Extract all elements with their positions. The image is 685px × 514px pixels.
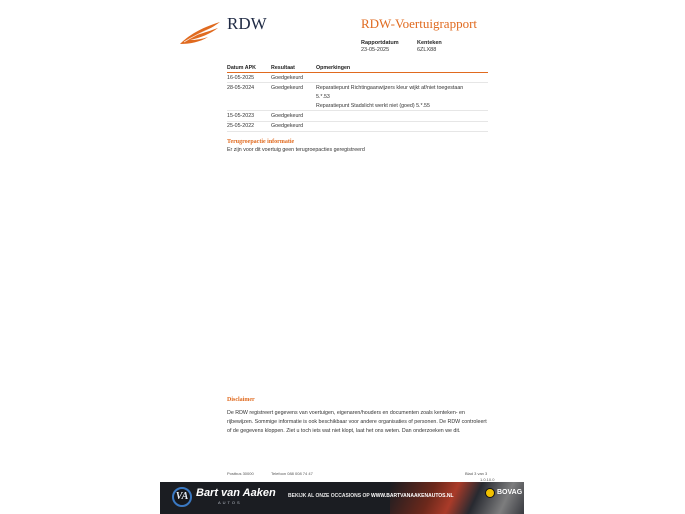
apk-date: 25-05-2022 — [227, 121, 271, 131]
apk-result: Goedgekeurd — [271, 121, 316, 131]
bovag-icon — [485, 488, 495, 498]
dealer-name: Bart van Aaken — [196, 487, 276, 499]
remark-line: 5.*.53 — [316, 93, 330, 100]
footer-page-number: Blad 3 van 3 — [465, 471, 488, 476]
column-header-result: Resultaat — [271, 64, 316, 73]
disclaimer-title: Disclaimer — [227, 397, 255, 403]
brand-name: RDW — [227, 14, 267, 33]
dealer-banner[interactable] — [160, 482, 524, 514]
apk-remarks — [316, 83, 488, 111]
remark-line: Reparatiepunt Richtingaanwijzers kleur wijkt af/niet toegestaan — [316, 84, 464, 91]
plate-value: 6ZLX88 — [417, 47, 437, 53]
rdw-logo-icon — [178, 20, 222, 46]
banner-message — [288, 493, 454, 499]
footer-postbus: Postbus 30000 — [227, 471, 254, 476]
report-date-label: Rapportdatum — [361, 40, 399, 46]
document-title: RDW-Voertuigrapport — [361, 16, 478, 31]
dealer-emblem-icon: VA — [172, 487, 192, 507]
apk-date: 15-05-2023 — [227, 111, 271, 121]
banner-message-prefix: BEKIJK AL ONZE OCCASIONS OP — [288, 493, 370, 499]
dealer-website-link[interactable]: WWW.BARTVANAAKENAUTOS.NL — [370, 493, 454, 499]
apk-result: Goedgekeurd — [271, 111, 316, 121]
apk-remarks — [316, 121, 488, 131]
apk-result: Goedgekeurd — [271, 83, 316, 111]
apk-remarks — [316, 73, 488, 83]
apk-date: 16-05-2025 — [227, 73, 271, 83]
plate-label: Kenteken — [417, 40, 442, 46]
table-row — [227, 121, 488, 131]
bovag-label: BOVAG — [497, 489, 523, 496]
apk-remarks — [316, 111, 488, 121]
disclaimer-text: De RDW registreert gegevens van voertuigen, eigenaren/houders en documenten zoals kenteken- en rijbewijzen. Sommige informatie is ook beschikbaar voor andere organisaties of personen. De RDW controleert of de gegevens kloppen. Ziet u toch iets wat niet klopt, laat het ons weten. Dan onderzoeken we dit. — [227, 410, 487, 434]
apk-history-table — [227, 64, 488, 132]
report-date-value: 23-05-2025 — [361, 47, 390, 53]
column-header-remarks: Opmerkingen — [316, 64, 488, 73]
recall-section-text: Er zijn voor dit voertuig geen terugroepacties geregistreerd — [227, 147, 365, 153]
apk-date: 28-05-2024 — [227, 83, 271, 111]
table-row — [227, 73, 488, 83]
footer-version: 1.0.10.0 — [480, 477, 495, 482]
table-header-row — [227, 64, 488, 73]
dealer-subtitle: AUTOS — [218, 500, 242, 505]
apk-result: Goedgekeurd — [271, 73, 316, 83]
column-header-date: Datum APK — [227, 64, 271, 73]
table-row — [227, 111, 488, 121]
footer-phone: Telefoon 088 008 74 47 — [271, 471, 313, 476]
remark-line: Reparatiepunt Stadslicht werkt niet (goed) 5.*.55 — [316, 102, 430, 109]
recall-section-title: Terugroepactie informatie — [227, 139, 295, 145]
table-row — [227, 83, 488, 111]
